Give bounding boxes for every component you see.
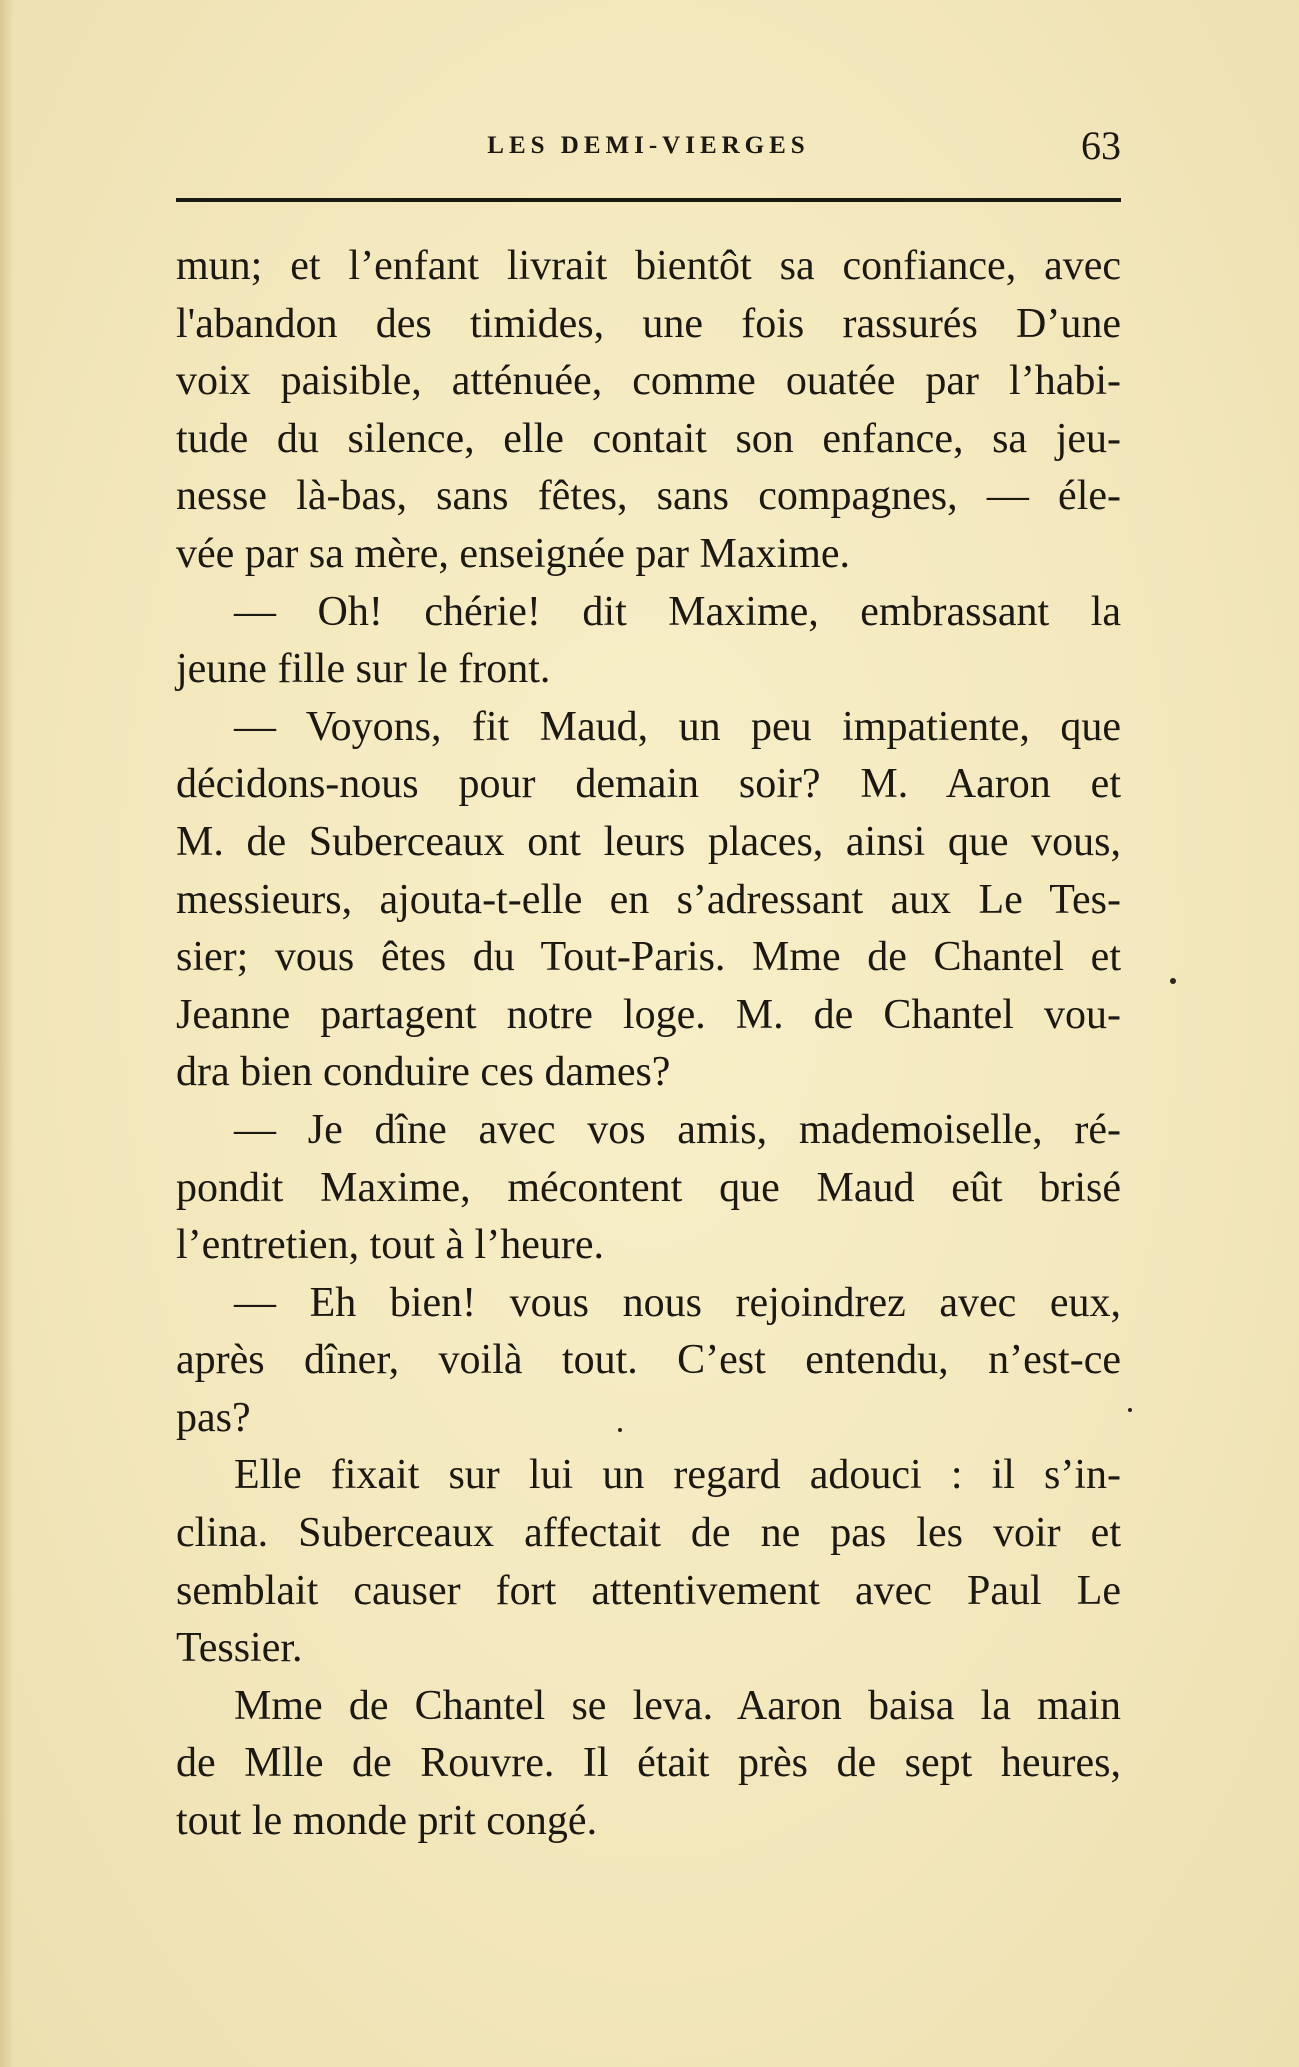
text-line: de Mlle de Rouvre. Il était près de sept heures, [176, 1740, 1121, 1787]
text-line: semblait causer fort attentivement avec Paul Le [176, 1567, 1121, 1614]
ink-speck [618, 1428, 622, 1432]
text-line: — Voyons, fit Maud, un peu impatiente, que [234, 703, 1121, 750]
text-line: l'abandon des timides, une fois rassurés D’une [176, 300, 1121, 347]
text-line: tude du silence, elle contait son enfance, sa jeu- [176, 415, 1121, 462]
ink-speck [1170, 978, 1176, 984]
body-text [176, 238, 1121, 1851]
text-line: l’entretien, tout à l’heure. [176, 1222, 604, 1269]
text-line: clina. Suberceaux affectait de ne pas les voir et [176, 1510, 1121, 1557]
text-line: M. de Suberceaux ont leurs places, ainsi que vous, [176, 818, 1121, 865]
text-line: nesse là-bas, sans fêtes, sans compagnes, — éle- [176, 473, 1121, 520]
text-line: pas? [176, 1394, 251, 1441]
header-rule [176, 198, 1121, 202]
text-line: Tessier. [176, 1625, 303, 1672]
text-line: mun; et l’enfant livrait bientôt sa confiance, avec [176, 243, 1121, 289]
running-title: LES DEMI-VIERGES [487, 132, 810, 159]
text-line: tout le monde prit congé. [176, 1798, 598, 1845]
text-line: messieurs, ajouta-t-elle en s’adressant aux Le Tes- [176, 876, 1121, 923]
text-line: jeune fille sur le front. [176, 646, 551, 693]
page-number: 63 [1081, 123, 1121, 168]
text-line: sier; vous êtes du Tout-Paris. Mme de Chantel et [176, 934, 1121, 981]
text-line: voix paisible, atténuée, comme ouatée par l’habi- [176, 358, 1121, 405]
text-line: Elle fixait sur lui un regard adouci : il s’in- [234, 1452, 1121, 1499]
ink-speck [1128, 1408, 1132, 1412]
text-line: Mme de Chantel se leva. Aaron baisa la main [234, 1682, 1121, 1729]
text-line: décidons-nous pour demain soir? M. Aaron et [176, 761, 1121, 808]
text-line: après dîner, voilà tout. C’est entendu, n’est-ce [176, 1337, 1121, 1384]
text-line: — Je dîne avec vos amis, mademoiselle, ré- [234, 1106, 1121, 1153]
page-header [176, 118, 1121, 178]
text-line: Jeanne partagent notre loge. M. de Chantel vou- [176, 991, 1121, 1038]
text-line: dra bien conduire ces dames? [176, 1049, 671, 1096]
text-line: — Eh bien! vous nous rejoindrez avec eux, [234, 1279, 1121, 1326]
text-line: pondit Maxime, mécontent que Maud eût brisé [176, 1164, 1121, 1211]
text-line: vée par sa mère, enseignée par Maxime. [176, 530, 851, 577]
page-edge-shadow [0, 0, 14, 2067]
text-line: — Oh! chérie! dit Maxime, embrassant la [234, 588, 1121, 635]
